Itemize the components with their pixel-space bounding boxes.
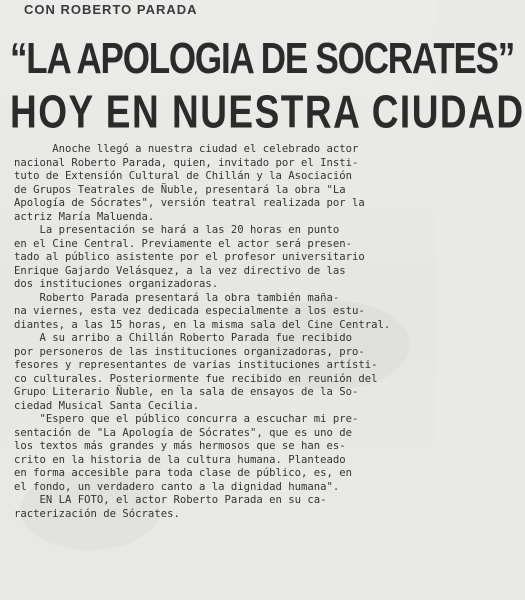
body-line: dos instituciones organizadoras.: [14, 278, 219, 290]
body-line: co culturales. Posteriormente fue recibido en reunión del: [14, 372, 378, 385]
headline-line-1: “LA APOLOGIA DE SOCRATES”: [10, 34, 515, 83]
body-line: por personeros de las instituciones organizadoras, pro-: [14, 345, 365, 358]
article-body: [14, 143, 426, 521]
body-line: na viernes, esta vez dedicada especialmente a los estu-: [14, 305, 365, 317]
body-line: racterización de Sócrates.: [14, 507, 180, 520]
body-line: en el Cine Central. Previamente el actor será presen-: [14, 237, 353, 250]
body-line: EN LA FOTO, el actor Roberto Parada en su ca-: [14, 494, 327, 506]
body-line: nacional Roberto Parada, quien, invitado por el Insti-: [14, 156, 359, 169]
body-line: Enrique Gajardo Velásquez, a la vez directivo de las: [14, 264, 346, 277]
body-line: Apología de Sócrates", versión teatral realizada por la: [14, 197, 365, 209]
body-line: fesores y representantes de varias instituciones artísti-: [14, 359, 378, 371]
body-line: tado al público asistente por el profesor universitario: [14, 251, 365, 263]
body-line: A su arribo a Chillán Roberto Parada fue recibido: [14, 332, 353, 344]
body-line: Grupo Literario Ñuble, en la sala de ensayos de la So-: [14, 386, 359, 398]
body-line: Anoche llegó a nuestra ciudad el celebrado actor: [14, 143, 359, 155]
body-line: actriz María Maluenda.: [14, 210, 155, 223]
body-line: tuto de Extensión Cultural de Chillán y la Asociación: [14, 170, 353, 182]
body-line: Roberto Parada presentará la obra también maña-: [14, 291, 340, 304]
headline-line-2: HOY EN NUESTRA CIUDAD: [10, 86, 525, 138]
body-line: en forma accesible para toda clase de público, es, en: [14, 467, 353, 479]
body-line: "Espero que el público concurra a escuchar mi pre-: [14, 413, 359, 425]
body-line: ciedad Musical Santa Cecilia.: [14, 399, 199, 412]
body-line: de Grupos Teatrales de Ñuble, presentará la obra "La: [14, 183, 346, 196]
article-kicker: CON ROBERTO PARADA: [24, 2, 198, 17]
body-line: el fondo, un verdadero canto a la dignidad humana".: [14, 480, 340, 493]
body-line: La presentación se hará a las 20 horas en punto: [14, 224, 340, 236]
body-line: sentación de "La Apología de Sócrates", que es uno de: [14, 426, 353, 439]
body-line: crito en la historia de la cultura humana. Planteado: [14, 453, 346, 466]
body-line: los textos más grandes y más hermosos que se han es-: [14, 440, 346, 452]
body-line: diantes, a las 15 horas, en la misma sala del Cine Central.: [14, 318, 391, 331]
